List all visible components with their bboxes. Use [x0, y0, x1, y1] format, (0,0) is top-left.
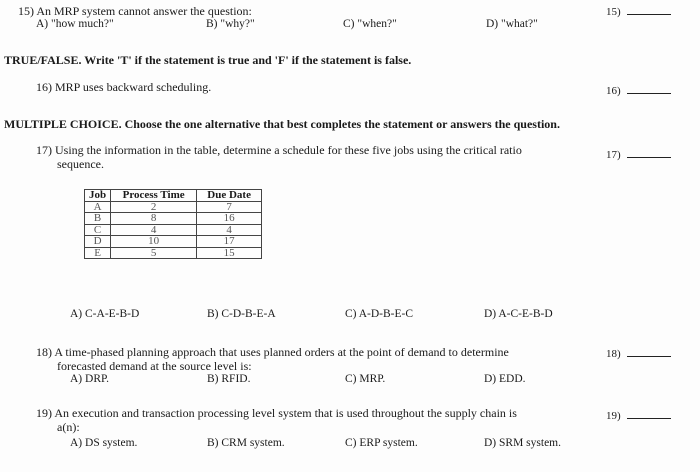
- cell-process-time: 5: [111, 247, 197, 259]
- cell-process-time: 10: [111, 236, 197, 248]
- answer-blank-16[interactable]: [627, 83, 671, 94]
- question-19-option-d: D) SRM system.: [484, 437, 561, 449]
- question-16-stem: 16) MRP uses backward scheduling.: [36, 80, 212, 94]
- answer-label-15: 15): [606, 6, 621, 18]
- question-17-option-d: D) A-C-E-B-D: [484, 308, 553, 320]
- question-17-option-c: C) A-D-B-E-C: [345, 308, 414, 320]
- table-row: [85, 236, 262, 248]
- question-15-option-c: C) "when?": [343, 18, 397, 30]
- cell-due-date: 17: [197, 236, 262, 248]
- question-19-option-a: A) DS system.: [70, 437, 138, 449]
- column-header-job: Job: [85, 190, 111, 202]
- question-17-option-b: B) C-D-B-E-A: [207, 308, 276, 320]
- jobs-table: [84, 189, 262, 259]
- cell-process-time: 4: [111, 224, 197, 236]
- question-18-option-b: B) RFID.: [207, 373, 251, 385]
- answer-blank-15[interactable]: [627, 4, 671, 15]
- cell-due-date: 16: [197, 213, 262, 225]
- question-15-stem: 15) An MRP system cannot answer the question:: [18, 4, 252, 18]
- answer-slot-19: [606, 408, 671, 422]
- cell-process-time: 8: [111, 213, 197, 225]
- question-17-stem-line2: sequence.: [57, 157, 104, 171]
- question-19-stem-line1: 19) An execution and transaction processing level system that is used throughout the supply chain is: [36, 406, 517, 420]
- answer-slot-17: [606, 147, 671, 161]
- question-17-stem-line1: 17) Using the information in the table, determine a schedule for these five jobs using the critical ratio: [36, 143, 522, 157]
- cell-due-date: 15: [197, 247, 262, 259]
- question-19-option-b: B) CRM system.: [207, 437, 285, 449]
- answer-label-16: 16): [606, 85, 621, 97]
- table-row: [85, 247, 262, 259]
- cell-job: C: [85, 224, 111, 236]
- cell-job: B: [85, 213, 111, 225]
- question-15-option-b: B) "why?": [206, 18, 255, 30]
- answer-blank-18[interactable]: [627, 346, 671, 357]
- question-18-option-d: D) EDD.: [484, 373, 526, 385]
- question-18-option-c: C) MRP.: [345, 373, 386, 385]
- answer-blank-17[interactable]: [627, 147, 671, 158]
- answer-slot-18: [606, 346, 671, 360]
- question-18-stem-line1: 18) A time-phased planning approach that uses planned orders at the point of demand to determine: [36, 345, 509, 359]
- table-row: [85, 213, 262, 225]
- table-row: [85, 224, 262, 236]
- cell-job: D: [85, 236, 111, 248]
- answer-label-17: 17): [606, 149, 621, 161]
- answer-slot-15: [606, 4, 671, 18]
- answer-label-18: 18): [606, 348, 621, 360]
- cell-job: E: [85, 247, 111, 259]
- table-header-row: [85, 190, 262, 202]
- cell-due-date: 4: [197, 224, 262, 236]
- question-17-option-a: A) C-A-E-B-D: [70, 308, 140, 320]
- answer-slot-16: [606, 83, 671, 97]
- question-18-option-a: A) DRP.: [70, 373, 109, 385]
- cell-job: A: [85, 201, 111, 213]
- question-18-stem-line2: forecasted demand at the source level is:: [57, 359, 252, 373]
- question-19-stem-line2: a(n):: [57, 420, 80, 434]
- true-false-header: TRUE/FALSE. Write 'T' if the statement is true and 'F' if the statement is false.: [4, 53, 412, 67]
- question-15-option-a: A) "how much?": [36, 18, 114, 30]
- cell-process-time: 2: [111, 201, 197, 213]
- column-header-process-time: Process Time: [111, 190, 197, 202]
- question-19-option-c: C) ERP system.: [345, 437, 418, 449]
- multiple-choice-header: MULTIPLE CHOICE. Choose the one alternative that best completes the statement or answers the question.: [4, 117, 560, 131]
- question-15-option-d: D) "what?": [486, 18, 538, 30]
- answer-label-19: 19): [606, 410, 621, 422]
- column-header-due-date: Due Date: [197, 190, 262, 202]
- table-row: [85, 201, 262, 213]
- answer-blank-19[interactable]: [627, 408, 671, 419]
- cell-due-date: 7: [197, 201, 262, 213]
